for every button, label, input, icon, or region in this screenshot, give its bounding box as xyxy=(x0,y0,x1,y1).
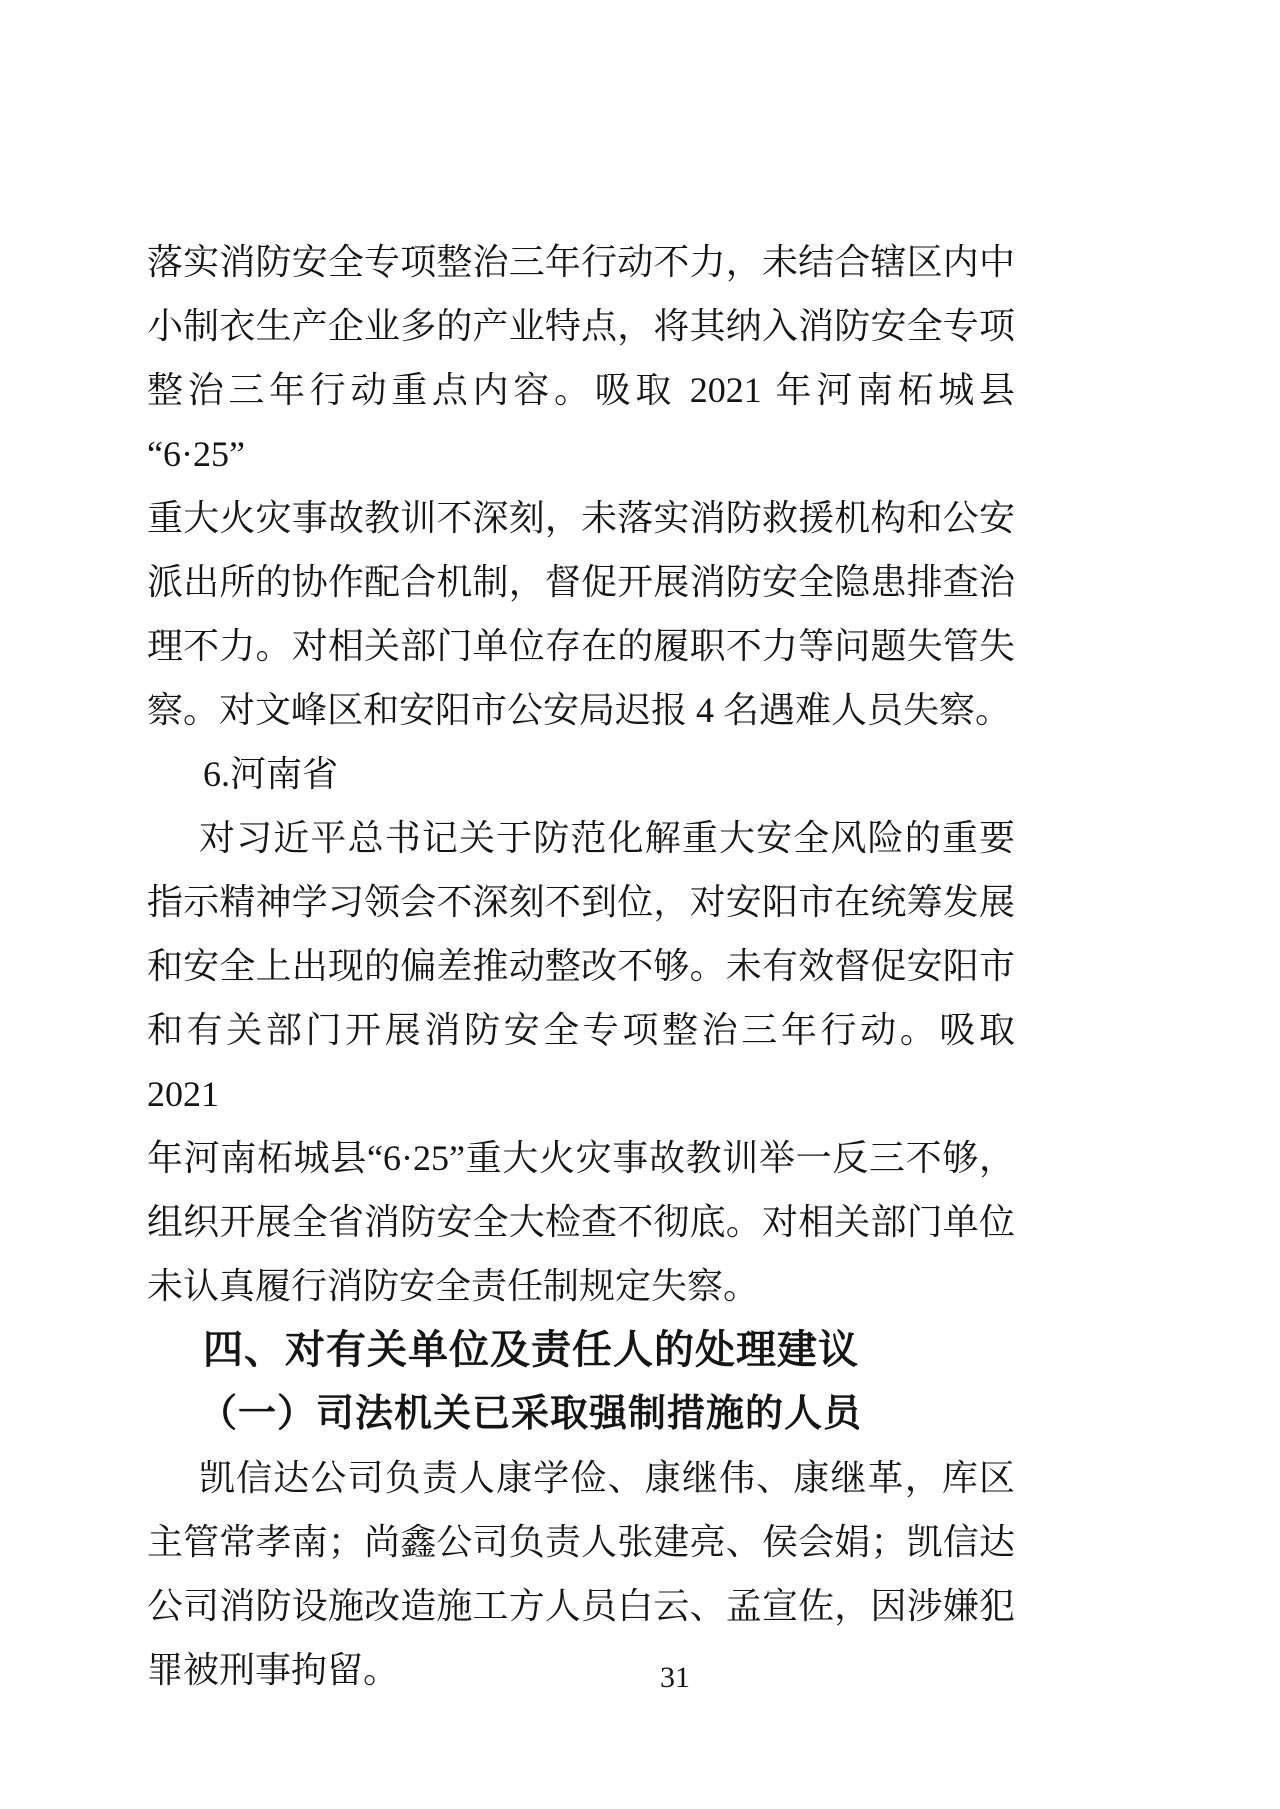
text-line: 落实消防安全专项整治三年行动不力，未结合辖区内中 xyxy=(147,242,1015,282)
text-line: 和安全上出现的偏差推动整改不够。未有效督促安阳市 xyxy=(147,946,1015,986)
paragraph-continuation xyxy=(147,230,1015,742)
text-line: 理不力。对相关部门单位存在的履职不力等问题失管失 xyxy=(147,626,1015,666)
text-line: 察。对文峰区和安阳市公安局迟报 4 名遇难人员失察。 xyxy=(147,690,1012,730)
text-line: 重大火灾事故教训不深刻，未落实消防救援机构和公安 xyxy=(147,498,1015,538)
text-line: 未认真履行消防安全责任制规定失察。 xyxy=(147,1266,760,1306)
text-line: 公司消防设施改造施工方人员白云、孟宣佐，因涉嫌犯 xyxy=(147,1586,1015,1626)
text-line: 和有关部门开展消防安全专项整治三年行动。吸取 2021 xyxy=(147,1010,1015,1114)
text-line: 罪被刑事拘留。 xyxy=(147,1650,400,1690)
paragraph-henan xyxy=(147,806,1015,1318)
numbered-item-heading: 6.河南省 xyxy=(203,754,339,794)
text-line: 组织开展全省消防安全大检查不彻底。对相关部门单位 xyxy=(147,1202,1015,1242)
subsection-heading: （一）司法机关已采取强制措施的人员 xyxy=(199,1393,863,1435)
text-line: 派出所的协作配合机制，督促开展消防安全隐患排查治 xyxy=(147,562,1015,602)
text-line: 对习近平总书记关于防范化解重大安全风险的重要 xyxy=(199,818,1015,858)
text-line: 主管常孝南；尚鑫公司负责人张建亮、侯会娟；凯信达 xyxy=(147,1522,1015,1562)
text-line: 小制衣生产企业多的产业特点，将其纳入消防安全专项 xyxy=(147,306,1015,346)
text-line: 年河南柘城县“6·25”重大火灾事故教训举一反三不够， xyxy=(147,1138,1015,1178)
text-line: 指示精神学习领会不深刻不到位，对安阳市在统筹发展 xyxy=(147,882,1015,922)
text-line: 整治三年行动重点内容。吸取 2021 年河南柘城县“6·25” xyxy=(147,370,1015,474)
section-heading: 四、对有关单位及责任人的处理建议 xyxy=(203,1328,859,1372)
text-line: 凯信达公司负责人康学俭、康继伟、康继革，库区 xyxy=(199,1458,1015,1498)
paragraph-detained-persons xyxy=(147,1446,1015,1702)
page-number: 31 xyxy=(660,1661,690,1694)
body-text xyxy=(147,230,1015,1702)
